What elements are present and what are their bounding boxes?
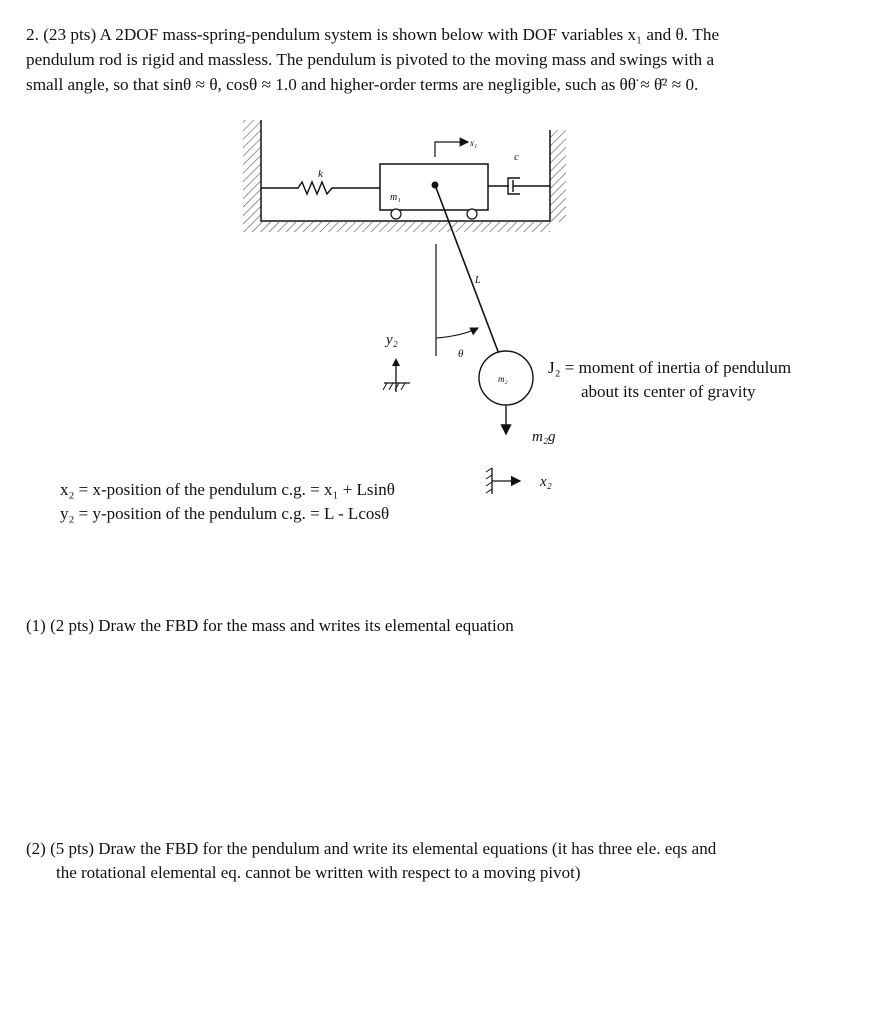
length-label: L [475, 275, 481, 286]
j2-line-1: J₂ = moment of inertia of pendulum [548, 358, 792, 377]
gravity-label: m₂g [532, 429, 556, 445]
mass-m1-label: m₁ [390, 192, 401, 203]
question-2 [26, 837, 836, 885]
pendulum-mass-m2 [479, 351, 533, 405]
question-1 [26, 614, 836, 638]
x2-coordinate [486, 468, 552, 494]
damper-c [488, 151, 550, 194]
damper-label: c [514, 151, 519, 163]
j2-definition [548, 356, 791, 404]
position-definitions [60, 478, 395, 526]
mass-m2-label: m₂ [498, 374, 508, 384]
y2-label: y₂ [386, 332, 398, 348]
y2-definition: y₂ = y-position of the pendulum c.g. = L - Lcosθ [60, 504, 390, 523]
question-1-text: (1) (2 pts) Draw the FBD for the mass and writes its elemental equation [26, 616, 514, 635]
x1-label: x₁ [470, 138, 478, 148]
question-2-line-1: (2) (5 pts) Draw the FBD for the pendulum and write its elemental equations (it has three ele. eqs and [26, 839, 717, 858]
theta-label: θ [458, 348, 464, 360]
j2-line-2: about its center of gravity [581, 382, 756, 401]
problem-line-1: 2. (23 pts) A 2DOF mass-spring-pendulum system is shown below with DOF variables x₁ and θ. The [26, 25, 720, 44]
gravity-arrow [506, 406, 556, 445]
problem-line-3: small angle, so that sinθ ≈ θ, cosθ ≈ 1.0 and higher-order terms are negligible, such as θθ̈ ≈ θ̇² ≈ 0. [26, 75, 699, 94]
x2-definition: x₂ = x-position of the pendulum c.g. = x₁ + Lsinθ [60, 480, 395, 499]
x1-arrow [435, 138, 477, 157]
spring-label: k [318, 168, 323, 180]
spring-k [261, 168, 380, 194]
x2-label: x₂ [540, 474, 552, 490]
problem-line-2: pendulum rod is rigid and massless. The pendulum is pivoted to the moving mass and swings with a [26, 50, 715, 69]
mass-m1 [380, 164, 488, 219]
y2-coordinate [383, 332, 410, 392]
question-2-line-2: the rotational elemental eq. cannot be written with respect to a moving pivot) [56, 863, 581, 882]
